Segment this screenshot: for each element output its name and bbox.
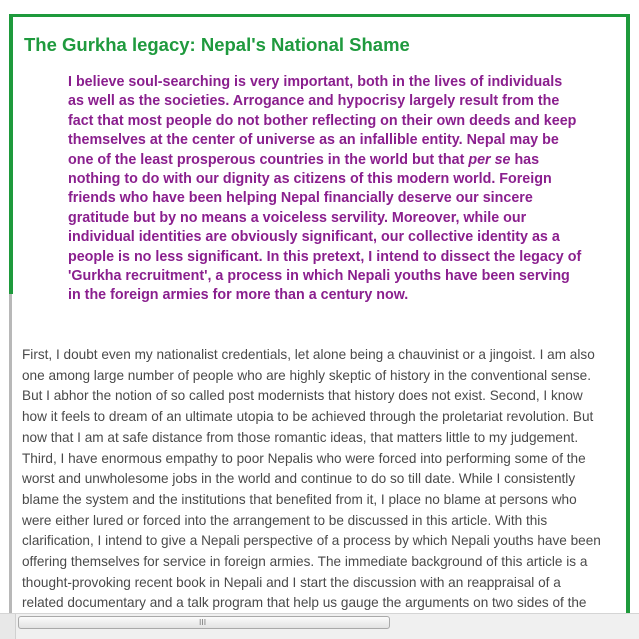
- intro-line: individual identities are obviously significant, our collective identity as a: [68, 229, 560, 246]
- body-line: were either lured or forced into the arrangement to be discussed in this article. With this: [22, 512, 548, 528]
- intro-line: people is no less significant. In this pretext, I intend to dissect the legacy of: [68, 248, 582, 265]
- intro-line: I believe soul-searching is very important, both in the lives of individuals: [68, 74, 563, 90]
- scrollbar-grip-icon: III: [199, 618, 207, 627]
- intro-line: one of the least prosperous countries in the world but that: [68, 151, 469, 168]
- intro-line: nothing to do with our dignity as citizens of this modern world. Foreign: [68, 171, 552, 188]
- intro-line: fact that most people do not bother reflecting on their own deeds and keep: [68, 112, 577, 129]
- right-border: [626, 14, 630, 614]
- intro-line: gratitude but by no means a voiceless servility. Moreover, while our: [68, 209, 527, 226]
- intro-line: 'Gurkha recruitment', a process in which Nepali youths have been serving: [68, 268, 570, 285]
- horizontal-scrollbar[interactable]: [0, 613, 639, 639]
- body-line: First, I doubt even my nationalist credentials, let alone being a chauvinist or a jingoist. I am also: [22, 347, 595, 362]
- body-line: one among large number of people who are highly skeptic of history in the conventional sense.: [22, 367, 592, 383]
- article-intro: [68, 73, 616, 306]
- body-line: now that I am at safe distance from those romantic ideas, that matters little to my judgement.: [22, 429, 579, 445]
- intro-line: as well as the societies. Arrogance and hypocrisy largely result from the: [68, 93, 560, 110]
- body-line: Third, I have enormous empathy to poor Nepalis who were forced into performing some of the: [22, 450, 586, 466]
- body-line: related documentary and a talk program that help us gauge the arguments on two sides of the: [22, 595, 587, 611]
- body-line: thought-provoking recent book in Nepali and I start the discussion with an reappraisal of a: [22, 574, 561, 590]
- article-title: The Gurkha legacy: Nepal's National Shame: [24, 34, 410, 55]
- intro-line: themselves at the center of universe as an infallible entity. Nepal may be: [68, 132, 559, 149]
- scroll-left-button[interactable]: [0, 614, 16, 639]
- scrollbar-thumb[interactable]: [18, 616, 390, 629]
- body-line: But I abhor the notion of so called post modernists that history does not exist. Second, I know: [22, 388, 583, 404]
- intro-line: in the foreign armies for more than a century now.: [68, 287, 409, 304]
- body-line: clarification, I intend to give a Nepali perspective of a process by which Nepali youths have been: [22, 533, 601, 549]
- top-border: [9, 14, 630, 17]
- body-line: offering themselves for service in foreign armies. The immediate background of this article is a: [22, 554, 588, 570]
- body-line: worst and unwholesome jobs in the world and continue to do so till date. While I consistently: [22, 471, 576, 487]
- intro-line: friends who have been helping Nepal financially deserve our sincere: [68, 190, 533, 207]
- intro-line-end: has: [510, 151, 540, 168]
- body-line: how it feels to dream of an ultimate utopia to be achieved through the proletariat revolution. But: [22, 409, 594, 425]
- article-body: [22, 345, 626, 635]
- body-line: blame the system and the institutions that benefited from it, I place no blame at persons who: [22, 491, 577, 507]
- left-accent-border: [9, 14, 13, 294]
- left-gray-border: [9, 294, 12, 614]
- intro-italic-per-se: per se: [468, 151, 511, 168]
